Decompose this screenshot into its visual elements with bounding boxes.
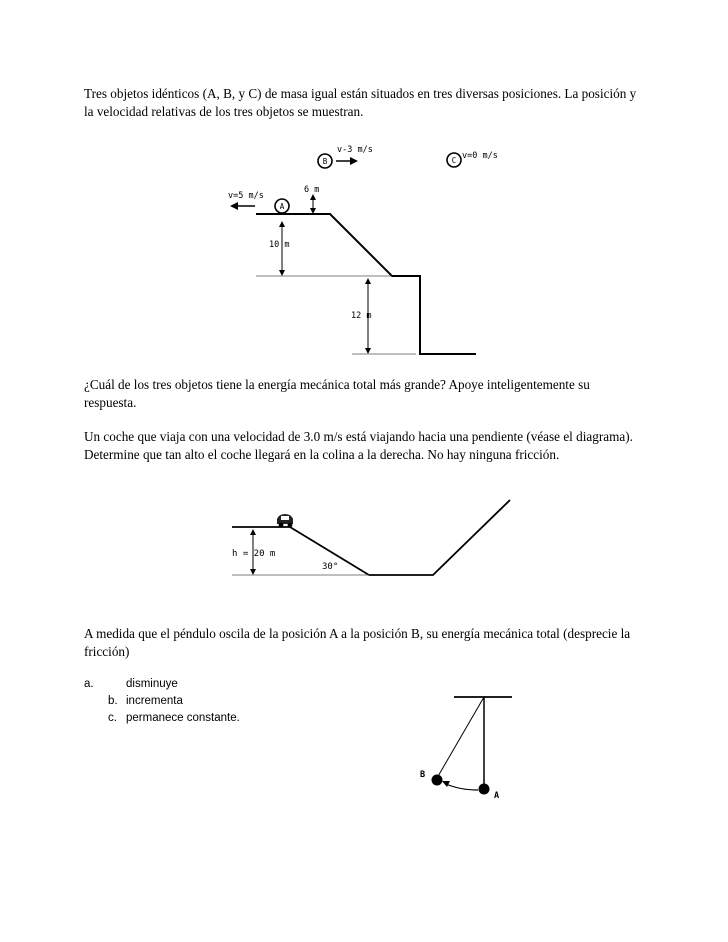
option-b-text: incrementa [126,695,183,707]
velocity-a-label: v=5 m/s [228,191,264,201]
q1-statement: Tres objetos idénticos (A, B, y C) de masa igual están situados en tres diversas posiciones. La posición y la velocidad relativas de los tres objetos se muestran. [84,86,637,119]
velocity-b-label: v-3 m/s [337,145,373,155]
option-a-text: disminuye [126,678,178,690]
object-b-label: B [322,157,328,166]
position-b-label: B [420,770,426,780]
option-c-text: permanece constante. [126,712,240,724]
angle-label: 30° [322,562,339,572]
q3-statement: A medida que el péndulo oscila de la posición A a la posición B, su energía mecánica total (desprecie la fricción) [84,626,631,659]
option-c-marker: c. [108,712,117,724]
option-b-marker: b. [108,695,118,707]
option-a-marker: a. [84,678,94,690]
object-c-label: C [451,156,457,165]
position-a-label: A [494,791,500,801]
q1-question: ¿Cuál de los tres objetos tiene la energía mecánica total más grande? Apoye inteligentemente su respuesta. [84,377,590,410]
height-label: h = 20 m [232,549,276,559]
pendulum-bob-b [432,775,443,786]
object-a-label: A [279,202,285,211]
pendulum-bob-a [479,784,490,795]
q2-statement: Un coche que viaja con una velocidad de 3.0 m/s está viajando hacia una pendiente (véase el diagrama). Determine que tan alto el coche llegará en la colina a la derecha. No hay ninguna fricción. [84,429,633,462]
pendulum-string-b [437,697,484,778]
height-b-label: 6 m [304,185,320,195]
velocity-c-label: v=0 m/s [462,151,498,161]
swing-arc-arrow [446,784,478,790]
swing-arrowhead [442,781,450,787]
height-cliff-label: 12 m [351,311,372,321]
height-plateau-label: 10 m [269,240,290,250]
